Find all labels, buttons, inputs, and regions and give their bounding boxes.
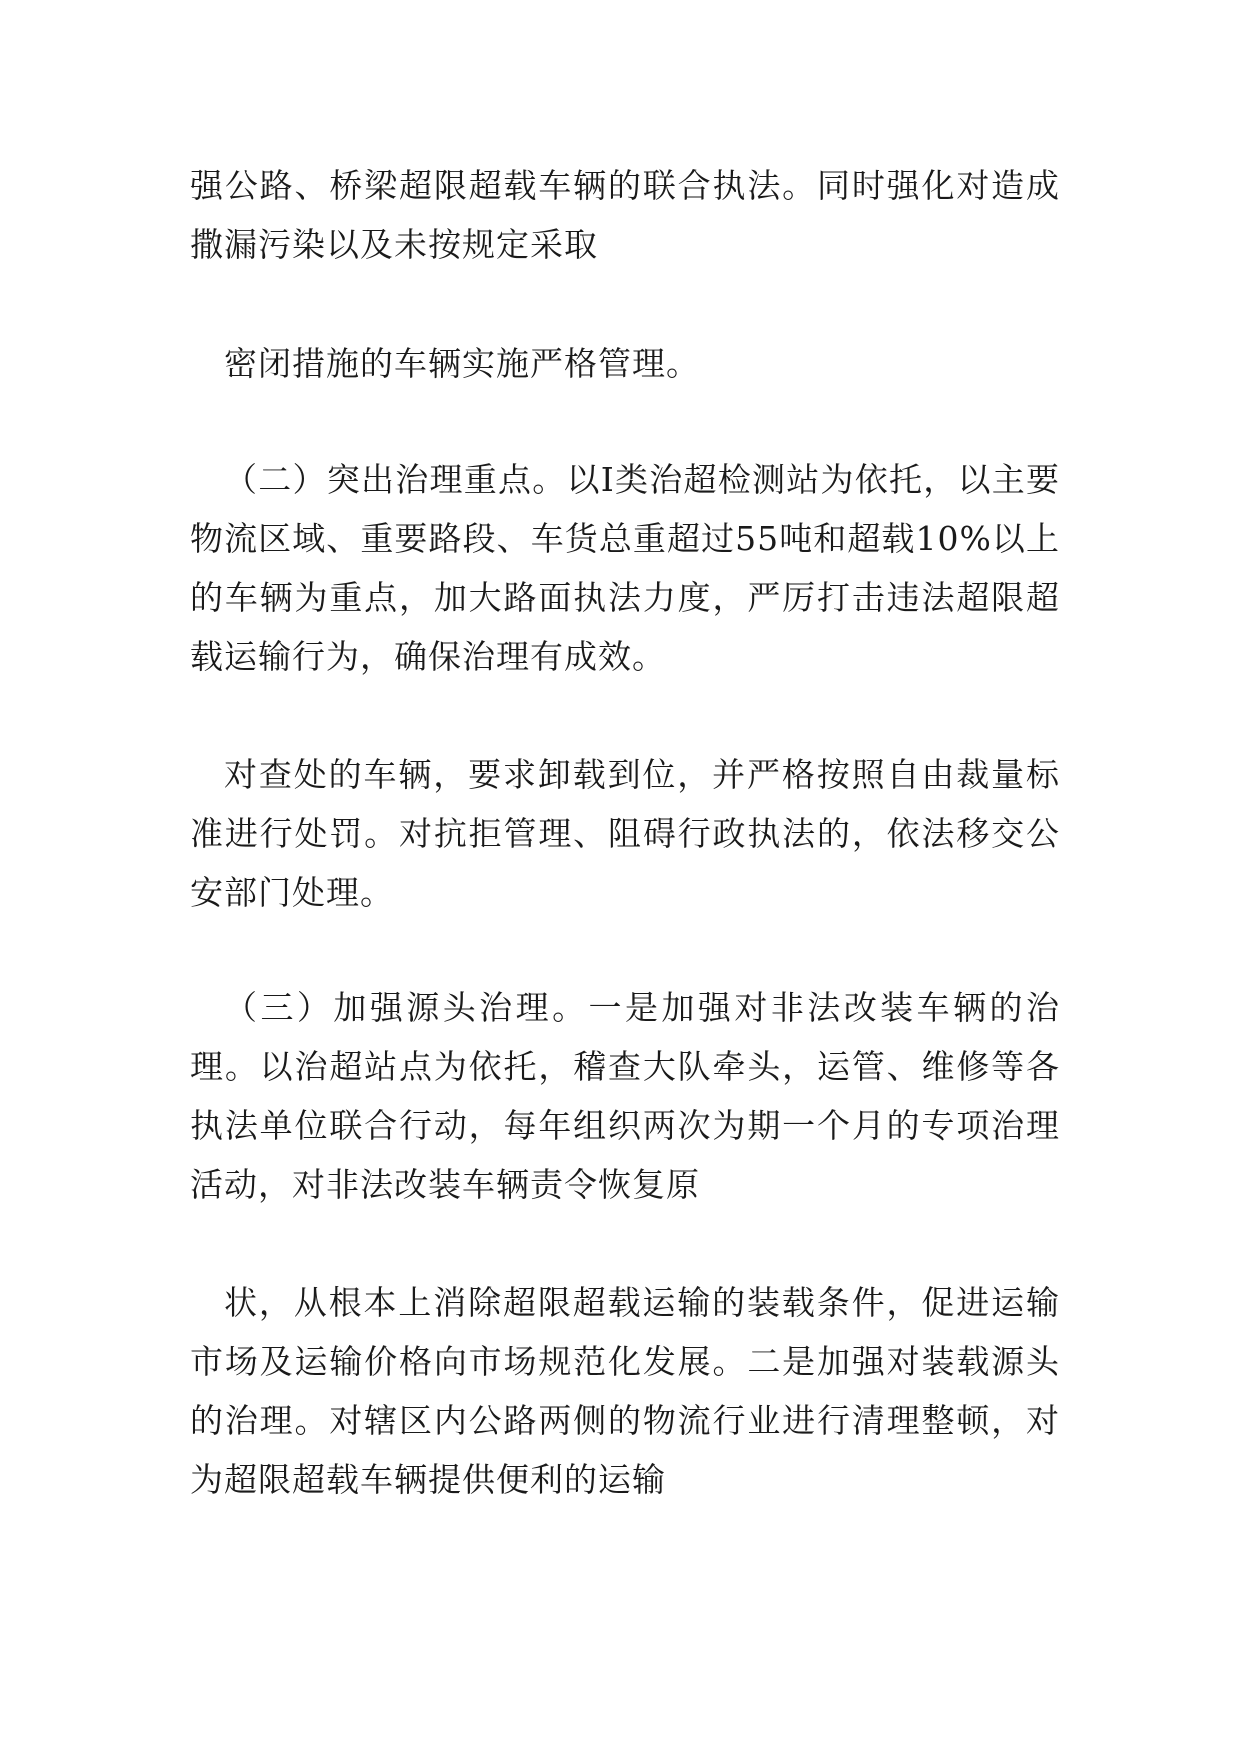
body-paragraph: （三）加强源头治理。一是加强对非法改装车辆的治理。以治超站点为依托，稽查大队牵头，运管、维修等各执法单位联合行动，每年组织两次为期一个月的专项治理活动，对非法改装车辆责令恢复原 [190, 988, 1060, 1204]
body-paragraph: （二）突出治理重点。以Ⅰ类治超检测站为依托，以主要物流区域、重要路段、车货总重超过55吨和超载10%以上的车辆为重点，加大路面执法力度，严厉打击违法超限超载运输行为，确保治理有成效。 [190, 460, 1060, 676]
body-paragraph: 状，从根本上消除超限超载运输的装载条件，促进运输市场及运输价格向市场规范化发展。二是加强对装载源头的治理。对辖区内公路两侧的物流行业进行清理整顿，对为超限超载车辆提供便利的运输 [190, 1283, 1060, 1499]
body-paragraph: 密闭措施的车辆实施严格管理。 [224, 344, 700, 383]
body-paragraph: 强公路、桥梁超限超载车辆的联合执法。同时强化对造成撒漏污染以及未按规定采取 [190, 166, 1060, 264]
body-paragraph: 对查处的车辆，要求卸载到位，并严格按照自由裁量标准进行处罚。对抗拒管理、阻碍行政执法的，依法移交公安部门处理。 [190, 755, 1060, 912]
